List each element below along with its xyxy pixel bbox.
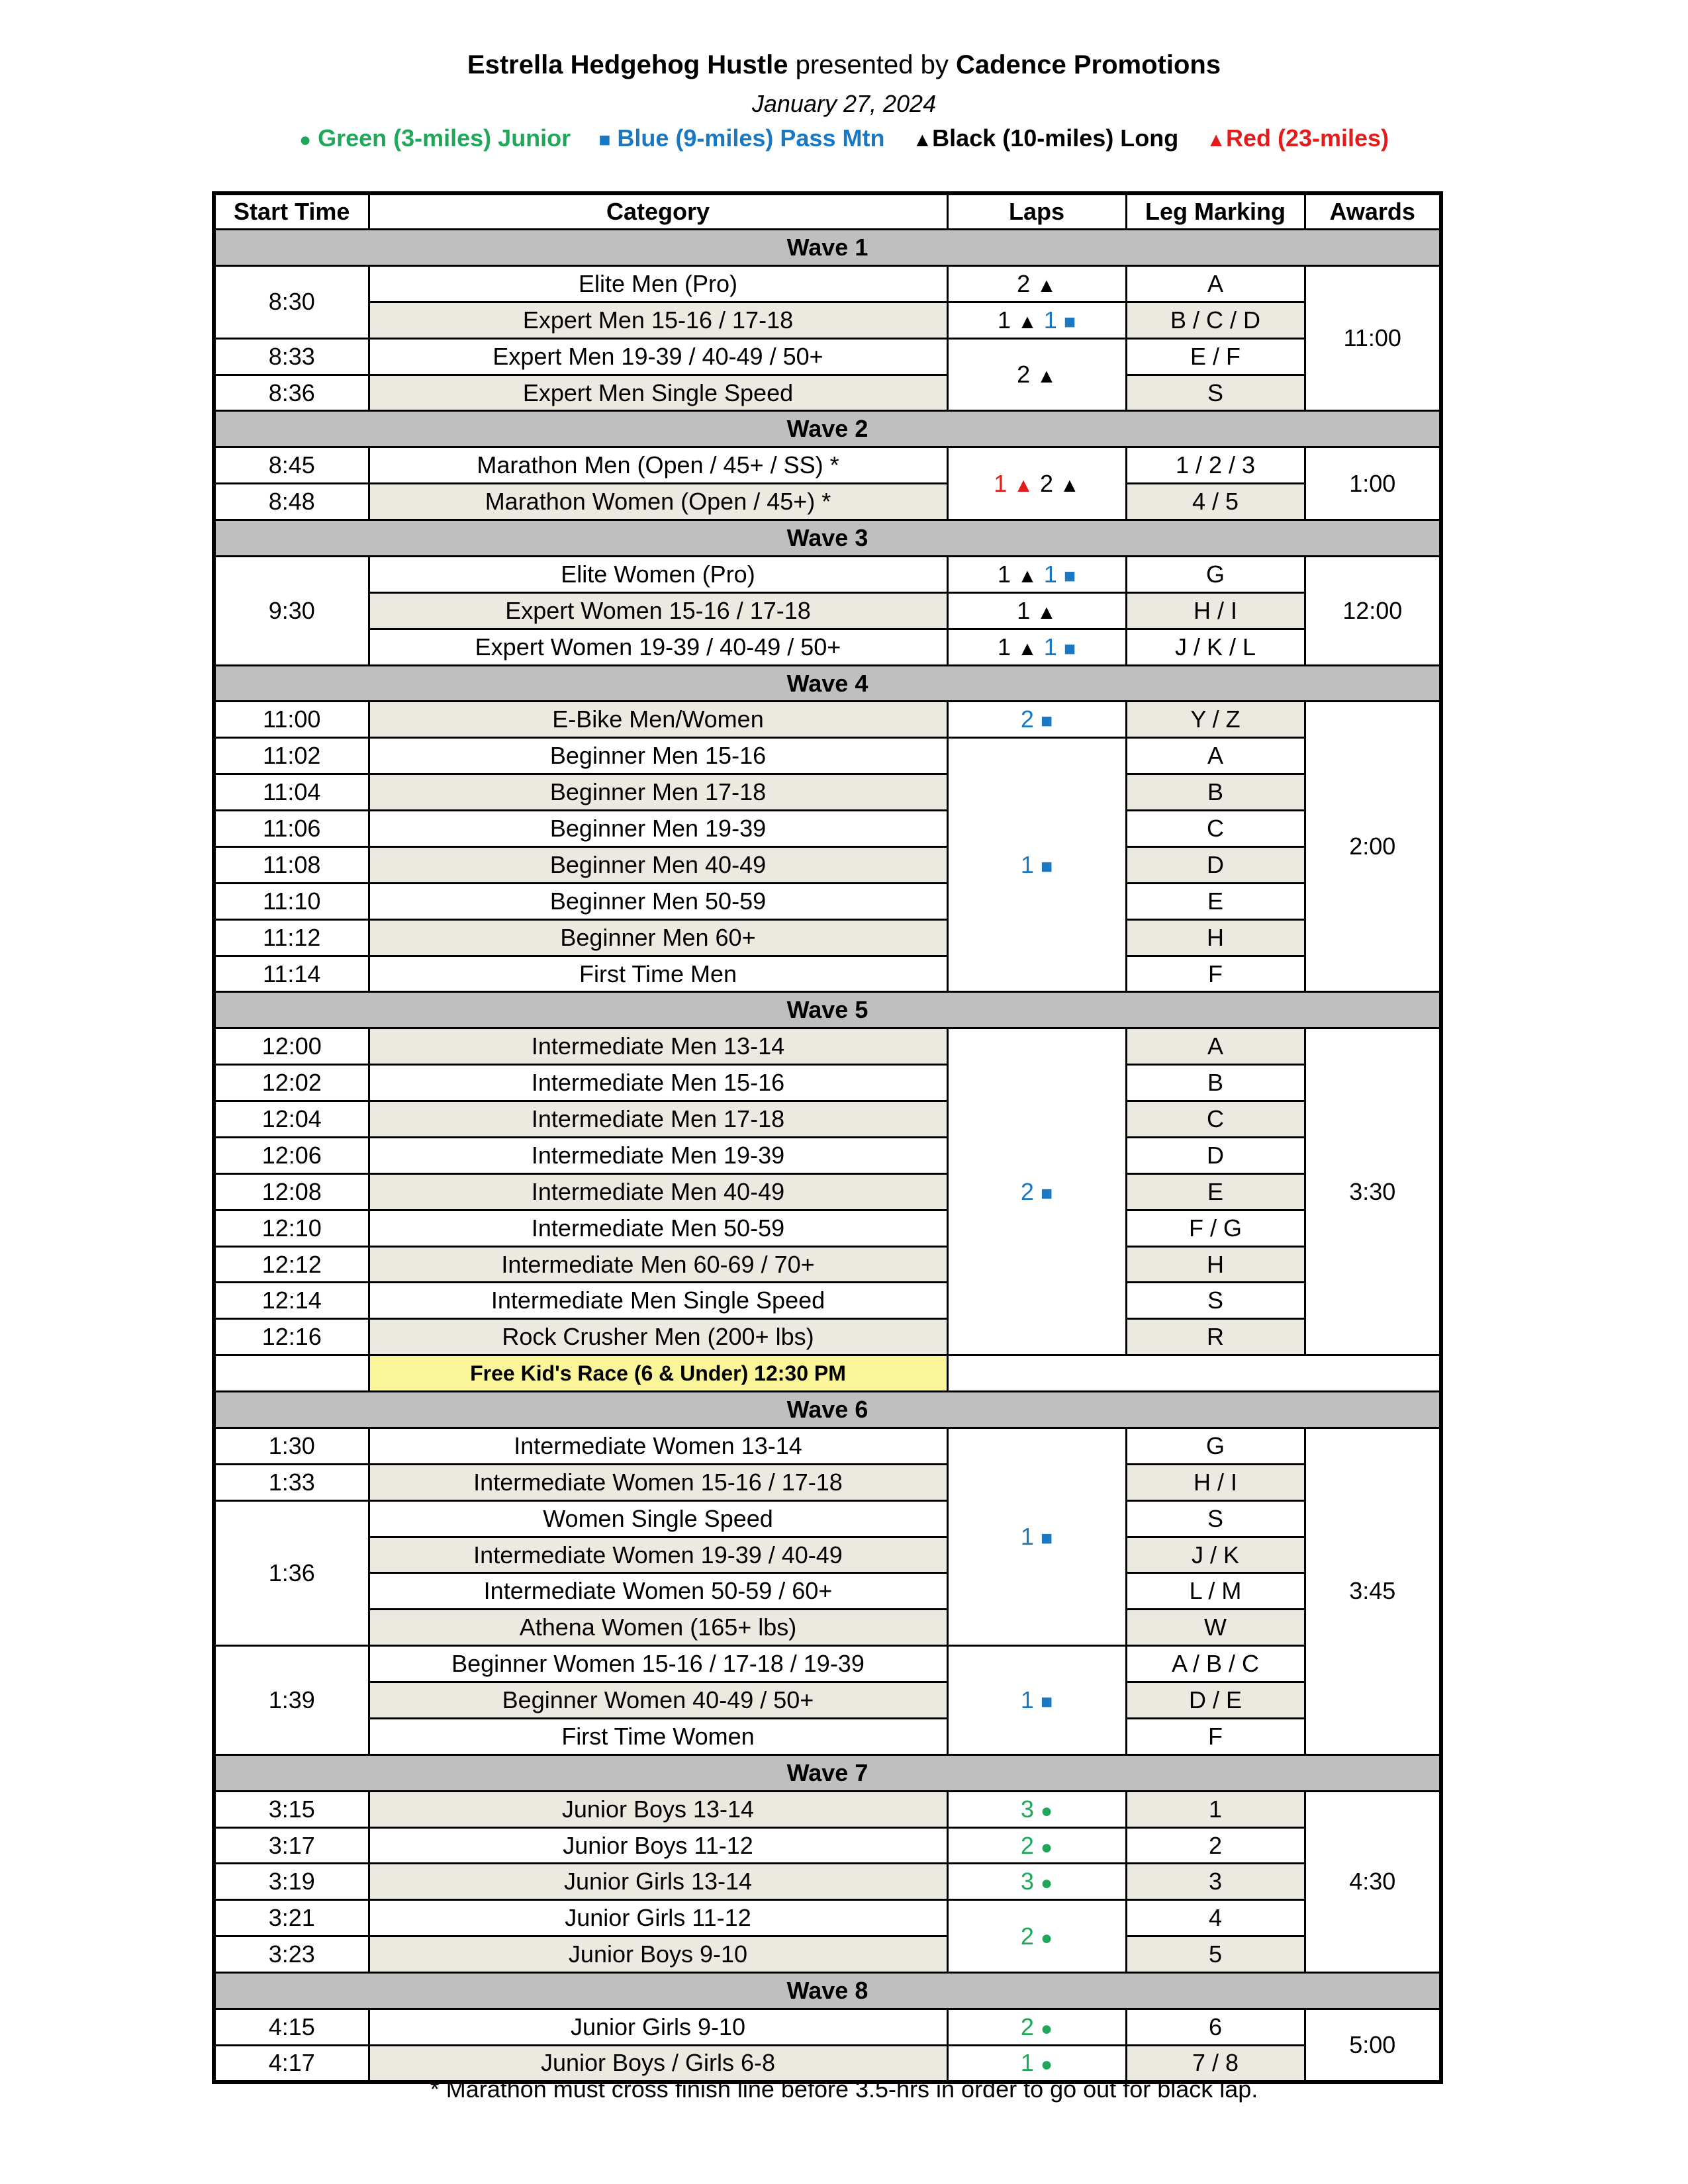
start-time: 8:30 bbox=[214, 265, 369, 338]
table-row bbox=[214, 846, 1441, 883]
table-row bbox=[214, 1173, 1441, 1210]
category: Beginner Men 19-39 bbox=[369, 811, 947, 847]
category: Intermediate Women 15-16 / 17-18 bbox=[369, 1464, 947, 1500]
leg-marking: 6 bbox=[1126, 2009, 1305, 2045]
lap-count: 1 bbox=[1020, 1686, 1034, 1714]
table-row bbox=[214, 629, 1441, 665]
leg-marking: H / I bbox=[1126, 1464, 1305, 1500]
category: Junior Girls 11-12 bbox=[369, 1900, 947, 1936]
leg-marking: S bbox=[1126, 1500, 1305, 1537]
table-row bbox=[214, 375, 1441, 411]
leg-marking: 2 bbox=[1126, 1827, 1305, 1864]
start-time: 12:16 bbox=[214, 1319, 369, 1355]
triangle-icon: ▲ bbox=[1060, 474, 1080, 496]
start-time: 3:17 bbox=[214, 1827, 369, 1864]
wave-label: Wave 8 bbox=[214, 1973, 1441, 2009]
table-row bbox=[214, 1283, 1441, 1319]
awards-time: 1:00 bbox=[1305, 447, 1441, 520]
wave-label: Wave 6 bbox=[214, 1392, 1441, 1428]
category: Intermediate Women 19-39 / 40-49 bbox=[369, 1537, 947, 1573]
table-row bbox=[214, 302, 1441, 338]
start-time: 3:23 bbox=[214, 1936, 369, 1973]
lap-count: 1 bbox=[998, 633, 1011, 660]
awards-time: 4:30 bbox=[1305, 1791, 1441, 1972]
table-row bbox=[214, 1864, 1441, 1900]
wave-row bbox=[214, 230, 1441, 266]
start-time: 11:12 bbox=[214, 919, 369, 956]
triangle-icon: ▲ bbox=[1017, 565, 1037, 587]
laps bbox=[947, 2009, 1126, 2045]
start-time: 1:39 bbox=[214, 1646, 369, 1755]
start-time: 12:08 bbox=[214, 1173, 369, 1210]
leg-marking: G bbox=[1126, 1428, 1305, 1464]
circle-icon: ● bbox=[1040, 1836, 1053, 1858]
leg-marking: L / M bbox=[1126, 1573, 1305, 1610]
table-row bbox=[214, 811, 1441, 847]
start-time: 11:08 bbox=[214, 846, 369, 883]
wave-row bbox=[214, 520, 1441, 557]
circle-icon: ● bbox=[1040, 1927, 1053, 1949]
circle-icon: ● bbox=[299, 129, 312, 151]
laps bbox=[947, 1028, 1126, 1355]
category: Junior Boys 11-12 bbox=[369, 1827, 947, 1864]
square-icon: ■ bbox=[1063, 637, 1076, 660]
lap-count: 1 bbox=[1043, 560, 1057, 588]
category: Expert Men 19-39 / 40-49 / 50+ bbox=[369, 338, 947, 375]
leg-marking: J / K / L bbox=[1126, 629, 1305, 665]
wave-label: Wave 7 bbox=[214, 1754, 1441, 1791]
triangle-icon: ▲ bbox=[1037, 274, 1056, 296]
leg-marking: G bbox=[1126, 556, 1305, 592]
table-row bbox=[214, 1137, 1441, 1173]
laps bbox=[947, 1827, 1126, 1864]
category: Beginner Men 50-59 bbox=[369, 883, 947, 919]
start-time: 9:30 bbox=[214, 556, 369, 665]
table-row bbox=[214, 1428, 1441, 1464]
wave-row bbox=[214, 992, 1441, 1028]
category: Intermediate Women 50-59 / 60+ bbox=[369, 1573, 947, 1610]
wave-row bbox=[214, 665, 1441, 702]
laps bbox=[947, 338, 1126, 411]
category: Intermediate Men 19-39 bbox=[369, 1137, 947, 1173]
category: Junior Boys 9-10 bbox=[369, 1936, 947, 1973]
triangle-icon: ▲ bbox=[1037, 365, 1056, 388]
leg-marking: S bbox=[1126, 1283, 1305, 1319]
category: Women Single Speed bbox=[369, 1500, 947, 1537]
leg-marking: H / I bbox=[1126, 592, 1305, 629]
category: Expert Men Single Speed bbox=[369, 375, 947, 411]
category: First Time Women bbox=[369, 1718, 947, 1754]
lap-count: 2 bbox=[1020, 1922, 1034, 1950]
lap-count: 2 bbox=[1040, 469, 1054, 497]
table-row bbox=[214, 1319, 1441, 1355]
table-row bbox=[214, 1101, 1441, 1138]
category: Beginner Women 15-16 / 17-18 / 19-39 bbox=[369, 1646, 947, 1682]
start-time: 12:12 bbox=[214, 1246, 369, 1283]
start-time: 11:02 bbox=[214, 738, 369, 774]
category: Junior Boys / Girls 6-8 bbox=[369, 2045, 947, 2082]
lap-count: 1 bbox=[1020, 1523, 1034, 1551]
lap-count: 2 bbox=[1020, 1177, 1034, 1205]
legend-black-text: Black (10-miles) Long bbox=[932, 124, 1179, 152]
laps bbox=[947, 1900, 1126, 1973]
category: Intermediate Men 15-16 bbox=[369, 1065, 947, 1101]
table-row bbox=[214, 1028, 1441, 1065]
category: Expert Women 15-16 / 17-18 bbox=[369, 592, 947, 629]
start-time: 3:19 bbox=[214, 1864, 369, 1900]
promoter-name: Cadence Promotions bbox=[955, 50, 1221, 79]
leg-marking: A / B / C bbox=[1126, 1646, 1305, 1682]
laps bbox=[947, 447, 1126, 520]
triangle-icon: ▲ bbox=[1013, 474, 1033, 496]
laps bbox=[947, 556, 1126, 592]
awards-time: 11:00 bbox=[1305, 265, 1441, 411]
wave-row bbox=[214, 1973, 1441, 2009]
legend-green bbox=[299, 124, 571, 152]
table-row bbox=[214, 1573, 1441, 1610]
category: Intermediate Men 17-18 bbox=[369, 1101, 947, 1138]
lap-count: 2 bbox=[1017, 269, 1031, 297]
leg-marking: 1 / 2 / 3 bbox=[1126, 447, 1305, 484]
laps bbox=[947, 265, 1126, 302]
laps bbox=[947, 592, 1126, 629]
laps bbox=[947, 1791, 1126, 1827]
event-name: Estrella Hedgehog Hustle bbox=[467, 50, 788, 79]
start-time: 12:10 bbox=[214, 1210, 369, 1246]
table-row bbox=[214, 265, 1441, 302]
leg-marking: 1 bbox=[1126, 1791, 1305, 1827]
square-icon: ■ bbox=[598, 129, 611, 151]
leg-marking: 4 / 5 bbox=[1126, 484, 1305, 520]
leg-marking: F bbox=[1126, 1718, 1305, 1754]
leg-marking: F / G bbox=[1126, 1210, 1305, 1246]
table-row bbox=[214, 1718, 1441, 1754]
leg-marking: C bbox=[1126, 811, 1305, 847]
start-time: 8:45 bbox=[214, 447, 369, 484]
leg-marking: H bbox=[1126, 919, 1305, 956]
start-time: 1:36 bbox=[214, 1500, 369, 1646]
laps bbox=[947, 1646, 1126, 1755]
square-icon: ■ bbox=[1040, 710, 1053, 733]
leg-marking: W bbox=[1126, 1610, 1305, 1646]
square-icon: ■ bbox=[1063, 565, 1076, 587]
category: Junior Girls 9-10 bbox=[369, 2009, 947, 2045]
table-row bbox=[214, 484, 1441, 520]
leg-marking: E bbox=[1126, 883, 1305, 919]
category: Marathon Men (Open / 45+ / SS) * bbox=[369, 447, 947, 484]
start-time: 12:14 bbox=[214, 1283, 369, 1319]
start-time: 8:33 bbox=[214, 338, 369, 375]
awards-time: 3:45 bbox=[1305, 1428, 1441, 1754]
footnote: * Marathon must cross finish line before 3.5-hrs in order to go out for black lap. bbox=[430, 2075, 1258, 2103]
triangle-icon: ▲ bbox=[1017, 637, 1037, 660]
table-row bbox=[214, 702, 1441, 738]
table-row bbox=[214, 956, 1441, 992]
category: Expert Women 19-39 / 40-49 / 50+ bbox=[369, 629, 947, 665]
square-icon: ■ bbox=[1040, 1691, 1053, 1713]
wave-label: Wave 4 bbox=[214, 665, 1441, 702]
lap-count: 2 bbox=[1017, 361, 1031, 388]
leg-marking: E bbox=[1126, 1173, 1305, 1210]
table-row bbox=[214, 1464, 1441, 1500]
empty-cell bbox=[947, 1355, 1441, 1392]
category: Marathon Women (Open / 45+) * bbox=[369, 484, 947, 520]
circle-icon: ● bbox=[1040, 2017, 1053, 2040]
legend-blue bbox=[598, 124, 884, 152]
leg-marking: 7 / 8 bbox=[1126, 2045, 1305, 2082]
start-time: 11:10 bbox=[214, 883, 369, 919]
awards-time: 2:00 bbox=[1305, 702, 1441, 992]
table-row bbox=[214, 447, 1441, 484]
col-category: Category bbox=[369, 193, 947, 230]
table-row bbox=[214, 883, 1441, 919]
triangle-icon: ▲ bbox=[1206, 129, 1226, 151]
laps bbox=[947, 738, 1126, 992]
circle-icon: ● bbox=[1040, 2054, 1053, 2076]
square-icon: ■ bbox=[1040, 855, 1053, 878]
category: Beginner Men 15-16 bbox=[369, 738, 947, 774]
leg-marking: 3 bbox=[1126, 1864, 1305, 1900]
lap-count: 2 bbox=[1020, 1831, 1034, 1859]
wave-label: Wave 5 bbox=[214, 992, 1441, 1028]
table-row bbox=[214, 1791, 1441, 1827]
legend-green-text: Green (3-miles) Junior bbox=[318, 124, 571, 152]
category: Intermediate Men 40-49 bbox=[369, 1173, 947, 1210]
table-row bbox=[214, 1065, 1441, 1101]
start-time: 1:30 bbox=[214, 1428, 369, 1464]
category: Rock Crusher Men (200+ lbs) bbox=[369, 1319, 947, 1355]
wave-label: Wave 3 bbox=[214, 520, 1441, 557]
category: Intermediate Men 13-14 bbox=[369, 1028, 947, 1065]
lap-count: 1 bbox=[1017, 596, 1031, 624]
table-row bbox=[214, 1827, 1441, 1864]
category: Expert Men 15-16 / 17-18 bbox=[369, 302, 947, 338]
legend-blue-text: Blue (9-miles) Pass Mtn bbox=[617, 124, 885, 152]
page-title bbox=[0, 50, 1688, 80]
start-time: 11:06 bbox=[214, 811, 369, 847]
table-row bbox=[214, 338, 1441, 375]
start-time: 11:00 bbox=[214, 702, 369, 738]
category: Beginner Men 40-49 bbox=[369, 846, 947, 883]
category: Elite Women (Pro) bbox=[369, 556, 947, 592]
leg-marking: B / C / D bbox=[1126, 302, 1305, 338]
lap-count: 1 bbox=[1020, 2049, 1034, 2077]
leg-marking: D bbox=[1126, 846, 1305, 883]
category: Elite Men (Pro) bbox=[369, 265, 947, 302]
category: First Time Men bbox=[369, 956, 947, 992]
leg-marking: B bbox=[1126, 774, 1305, 811]
category: Intermediate Women 13-14 bbox=[369, 1428, 947, 1464]
lap-count: 3 bbox=[1020, 1868, 1034, 1895]
table-row bbox=[214, 1210, 1441, 1246]
leg-marking: A bbox=[1126, 738, 1305, 774]
table-row bbox=[214, 738, 1441, 774]
table-row bbox=[214, 1936, 1441, 1973]
category: Intermediate Men 50-59 bbox=[369, 1210, 947, 1246]
table-row bbox=[214, 1500, 1441, 1537]
start-time: 12:06 bbox=[214, 1137, 369, 1173]
start-time: 8:36 bbox=[214, 375, 369, 411]
awards-time: 3:30 bbox=[1305, 1028, 1441, 1355]
table-row bbox=[214, 556, 1441, 592]
category: Junior Girls 13-14 bbox=[369, 1864, 947, 1900]
header-row bbox=[214, 193, 1441, 230]
table-row bbox=[214, 774, 1441, 811]
start-time: 11:14 bbox=[214, 956, 369, 992]
start-time: 12:02 bbox=[214, 1065, 369, 1101]
laps bbox=[947, 1428, 1126, 1645]
leg-marking: A bbox=[1126, 1028, 1305, 1065]
legend-black bbox=[912, 124, 1178, 152]
category: Junior Boys 13-14 bbox=[369, 1791, 947, 1827]
legend-red-text: Red (23-miles) bbox=[1225, 124, 1389, 152]
wave-row bbox=[214, 1754, 1441, 1791]
circle-icon: ● bbox=[1040, 1799, 1053, 1822]
table-row bbox=[214, 592, 1441, 629]
square-icon: ■ bbox=[1040, 1182, 1053, 1205]
category: Intermediate Men Single Speed bbox=[369, 1283, 947, 1319]
table-row bbox=[214, 1900, 1441, 1936]
laps bbox=[947, 302, 1126, 338]
lap-count: 1 bbox=[1043, 306, 1057, 334]
event-date: January 27, 2024 bbox=[751, 90, 937, 117]
start-time: 4:17 bbox=[214, 2045, 369, 2082]
start-time: 12:04 bbox=[214, 1101, 369, 1138]
leg-marking: Y / Z bbox=[1126, 702, 1305, 738]
start-time: 4:15 bbox=[214, 2009, 369, 2045]
category: Beginner Men 60+ bbox=[369, 919, 947, 956]
col-laps: Laps bbox=[947, 193, 1126, 230]
start-time: 12:00 bbox=[214, 1028, 369, 1065]
lap-count: 1 bbox=[994, 469, 1008, 497]
laps bbox=[947, 629, 1126, 665]
square-icon: ■ bbox=[1040, 1527, 1053, 1550]
wave-row bbox=[214, 411, 1441, 447]
lap-count: 1 bbox=[1043, 633, 1057, 660]
leg-marking: S bbox=[1126, 375, 1305, 411]
start-time: 8:48 bbox=[214, 484, 369, 520]
category: Athena Women (165+ lbs) bbox=[369, 1610, 947, 1646]
table-row bbox=[214, 1646, 1441, 1682]
start-time: 11:04 bbox=[214, 774, 369, 811]
lap-count: 3 bbox=[1020, 1795, 1034, 1823]
leg-marking: D / E bbox=[1126, 1682, 1305, 1719]
leg-marking: A bbox=[1126, 265, 1305, 302]
course-legend bbox=[0, 124, 1688, 152]
laps bbox=[947, 1864, 1126, 1900]
circle-icon: ● bbox=[1040, 1872, 1053, 1895]
category: Intermediate Men 60-69 / 70+ bbox=[369, 1246, 947, 1283]
laps bbox=[947, 702, 1126, 738]
title-connector: presented by bbox=[788, 50, 956, 79]
wave-label: Wave 2 bbox=[214, 411, 1441, 447]
leg-marking: J / K bbox=[1126, 1537, 1305, 1573]
col-awards: Awards bbox=[1305, 193, 1441, 230]
triangle-icon: ▲ bbox=[1017, 310, 1037, 333]
table-row bbox=[214, 1610, 1441, 1646]
table-row bbox=[214, 1682, 1441, 1719]
lap-count: 2 bbox=[1020, 2013, 1034, 2040]
col-start-time: Start Time bbox=[214, 193, 369, 230]
triangle-icon: ▲ bbox=[912, 129, 933, 151]
kids-race-note: Free Kid's Race (6 & Under) 12:30 PM bbox=[369, 1355, 947, 1392]
leg-marking: R bbox=[1126, 1319, 1305, 1355]
lap-count: 2 bbox=[1020, 705, 1034, 733]
legend-red bbox=[1206, 124, 1389, 152]
leg-marking: C bbox=[1126, 1101, 1305, 1138]
leg-marking: 5 bbox=[1126, 1936, 1305, 1973]
leg-marking: F bbox=[1126, 956, 1305, 992]
table-row bbox=[214, 2009, 1441, 2045]
lap-count: 1 bbox=[998, 560, 1011, 588]
category: E-Bike Men/Women bbox=[369, 702, 947, 738]
leg-marking: E / F bbox=[1126, 338, 1305, 375]
wave-row bbox=[214, 1392, 1441, 1428]
awards-time: 12:00 bbox=[1305, 556, 1441, 665]
table-row bbox=[214, 1537, 1441, 1573]
lap-count: 1 bbox=[998, 306, 1011, 334]
start-time: 1:33 bbox=[214, 1464, 369, 1500]
leg-marking: D bbox=[1126, 1137, 1305, 1173]
lap-count: 1 bbox=[1020, 850, 1034, 878]
square-icon: ■ bbox=[1063, 310, 1076, 333]
table-row bbox=[214, 1246, 1441, 1283]
leg-marking: 4 bbox=[1126, 1900, 1305, 1936]
empty-cell bbox=[214, 1355, 369, 1392]
start-time: 3:21 bbox=[214, 1900, 369, 1936]
schedule-table bbox=[212, 191, 1443, 2084]
awards-time: 5:00 bbox=[1305, 2009, 1441, 2082]
kids-race-row bbox=[214, 1355, 1441, 1392]
category: Beginner Women 40-49 / 50+ bbox=[369, 1682, 947, 1719]
start-time: 3:15 bbox=[214, 1791, 369, 1827]
col-leg-marking: Leg Marking bbox=[1126, 193, 1305, 230]
leg-marking: H bbox=[1126, 1246, 1305, 1283]
category: Beginner Men 17-18 bbox=[369, 774, 947, 811]
table-row bbox=[214, 919, 1441, 956]
triangle-icon: ▲ bbox=[1037, 601, 1056, 623]
wave-label: Wave 1 bbox=[214, 230, 1441, 266]
leg-marking: B bbox=[1126, 1065, 1305, 1101]
